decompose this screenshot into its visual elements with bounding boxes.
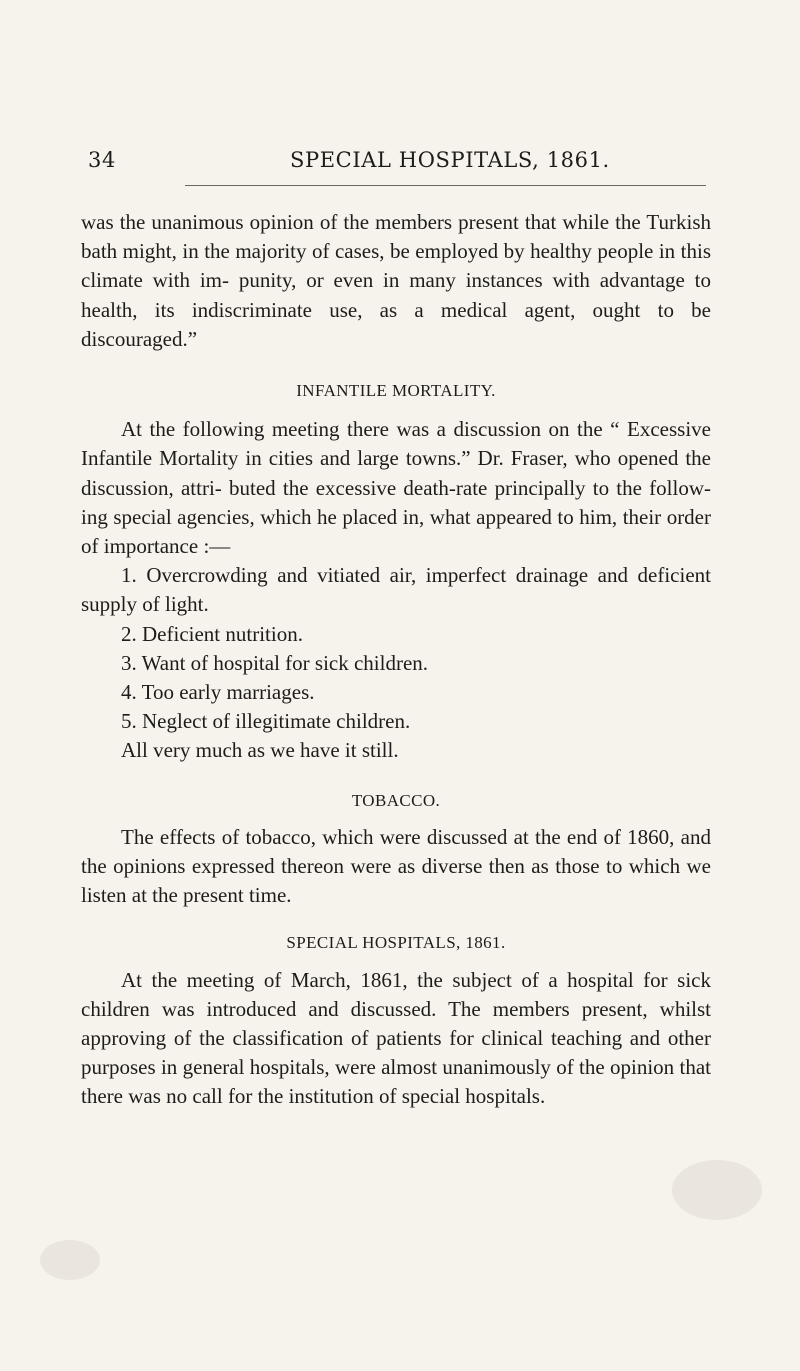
list-item-number: 5.	[121, 709, 137, 734]
section-heading-infantile-mortality: INFANTILE MORTALITY.	[296, 381, 496, 401]
body-text	[81, 208, 711, 1112]
infantile-mortality-paragraph: At the following meeting there was a discussion on the “ Excessive Infantile Mortality in cities and large towns.” Dr. Fraser, who opened the discussion, attri- buted the excessive death-rate principally to the follow- ing special agencies, which he placed in, what appeared to him, their order of importance :—	[81, 417, 711, 559]
list-item	[81, 707, 711, 736]
list-item-text: Deficient nutrition.	[142, 621, 303, 646]
list-item-number: 3.	[121, 650, 137, 675]
closing-remark: All very much as we have it still.	[121, 738, 399, 763]
list-item-text: Neglect of illegitimate children.	[142, 709, 411, 734]
intro-paragraph: was the unanimous opinion of the members present that while the Turkish bath might, in the majority of cases, be employed by healthy people in this climate with im- punity, or even in many instances with advantage to health, its indiscriminate use, as a medical agent, ought to be discouraged.”	[81, 210, 711, 351]
list-item	[81, 678, 711, 707]
list-item-text: Overcrowding and vitiated air, imperfect drainage and deficient supply of light.	[81, 563, 711, 617]
paper-stain	[672, 1160, 762, 1220]
tobacco-paragraph: The effects of tobacco, which were discussed at the end of 1860, and the opinions expressed thereon were as diverse then as those to which we listen at the present time.	[81, 824, 711, 908]
section-heading-tobacco: TOBACCO.	[351, 790, 441, 810]
special-hospitals-paragraph: At the meeting of March, 1861, the subject of a hospital for sick children was introduced and discussed. The members present, whilst approving of the classification of patients for clinical teaching and other purposes in general hospitals, were almost unanimously of the opinion that there was no call for the institution of special hospitals.	[81, 967, 711, 1109]
list-item-text: Want of hospital for sick children.	[141, 650, 429, 675]
paper-stain	[40, 1240, 100, 1280]
page-number: 34	[88, 148, 116, 172]
list-item	[81, 620, 711, 649]
running-head	[88, 148, 708, 178]
list-item	[81, 649, 711, 678]
header-rule	[185, 185, 706, 186]
list-item-number: 1.	[121, 563, 137, 588]
list-item	[81, 561, 711, 619]
section-heading-special-hospitals: SPECIAL HOSPITALS, 1861.	[286, 933, 506, 953]
list-item-number: 4.	[121, 680, 137, 705]
running-title: SPECIAL HOSPITALS, 1861.	[290, 148, 610, 172]
list-item-text: Too early marriages.	[141, 680, 315, 705]
list-item-number: 2.	[121, 621, 137, 646]
